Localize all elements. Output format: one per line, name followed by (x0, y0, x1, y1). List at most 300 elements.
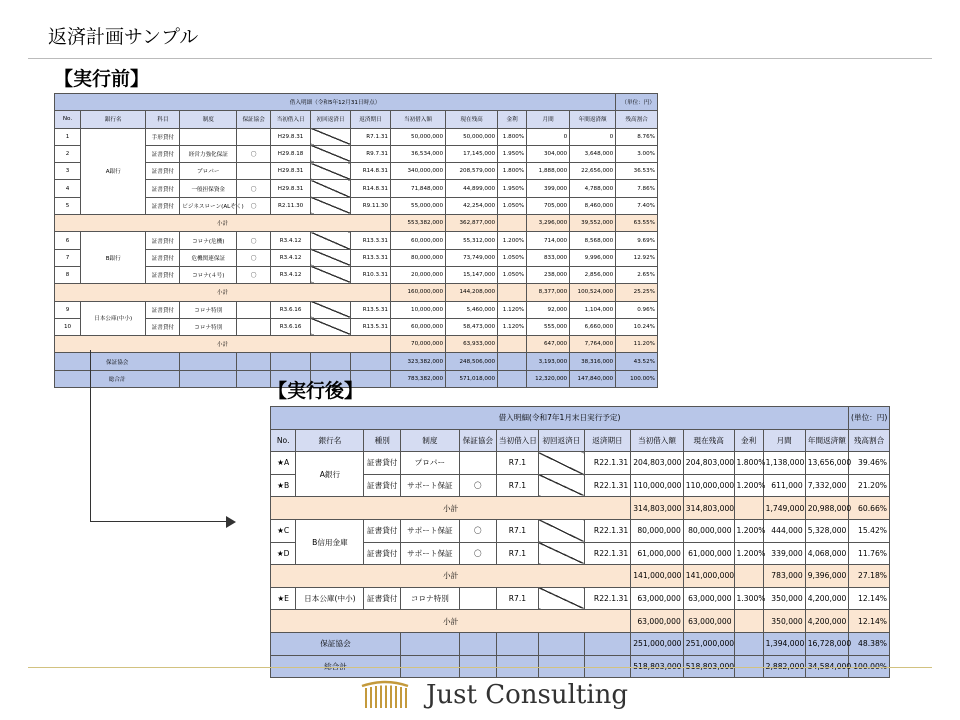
column-header: 金利 (498, 111, 527, 128)
ratio-cell: 25.25% (616, 284, 658, 301)
annual-cell: 2,856,000 (570, 266, 616, 283)
rate-cell: 1.120% (498, 318, 527, 335)
due-date-cell: R22.1.31 (584, 519, 630, 542)
program-cell: コロナ特別 (400, 587, 459, 610)
rate-cell (734, 632, 763, 655)
ratio-cell: 12.14% (849, 587, 890, 610)
rate-cell: 1.120% (498, 301, 527, 318)
row-number-cell: 2 (55, 145, 81, 162)
ratio-cell: 27.18% (849, 565, 890, 588)
monthly-cell: 611,000 (763, 474, 805, 497)
annual-cell: 1,104,000 (570, 301, 616, 318)
program-cell: 経営力強化保証 (180, 145, 237, 162)
balance-cell: 63,933,000 (446, 336, 498, 353)
annual-cell: 100,524,000 (570, 284, 616, 301)
balance-cell: 58,473,000 (446, 318, 498, 335)
monthly-cell: 339,000 (763, 542, 805, 565)
initial-date-cell: R7.1 (496, 542, 538, 565)
monthly-cell: 3,296,000 (527, 215, 570, 232)
annual-cell: 6,660,000 (570, 318, 616, 335)
bank-name-cell: B銀行 (81, 232, 146, 284)
program-cell: サポート保証 (400, 519, 459, 542)
guarantee-label: 保証協会 (271, 632, 401, 655)
loan-type-cell: 証書貸付 (364, 542, 401, 565)
ratio-cell: 11.76% (849, 542, 890, 565)
first-repayment-cell (538, 587, 584, 610)
loan-type-cell: 証書貸付 (146, 163, 180, 180)
rate-cell: 1.800% (498, 128, 527, 145)
column-header: 種別 (364, 429, 401, 452)
ratio-cell: 12.14% (849, 610, 890, 633)
row-number-cell: ★A (271, 452, 296, 475)
column-header: 初回返済日 (538, 429, 584, 452)
row-number-cell: 10 (55, 318, 81, 335)
loan-type-cell: 証書貸付 (364, 587, 401, 610)
rate-cell: 1.050% (498, 249, 527, 266)
due-date-cell: R14.8.31 (351, 163, 391, 180)
subtotal-label: 小計 (55, 215, 391, 232)
table-caption: 借入明細(令和7年1月末日実行予定) (271, 407, 849, 430)
annual-cell: 16,728,000 (805, 632, 848, 655)
guarantee-mark-cell: 〇 (459, 519, 496, 542)
balance-cell: 208,579,000 (446, 163, 498, 180)
unit-label: (単位：円) (849, 407, 890, 430)
rate-cell (498, 336, 527, 353)
due-date-cell: R13.5.31 (351, 318, 391, 335)
table-row (55, 318, 658, 335)
rate-cell: 1.200% (498, 232, 527, 249)
balance-cell: 80,000,000 (683, 519, 734, 542)
annual-cell: 0 (570, 128, 616, 145)
bank-name-cell: 日本公庫(中小) (81, 301, 146, 336)
table-title-row (271, 407, 890, 430)
ratio-cell: 10.24% (616, 318, 658, 335)
annual-cell: 4,200,000 (805, 610, 848, 633)
empty-cell (180, 370, 237, 387)
initial-amount-cell: 55,000,000 (390, 197, 445, 214)
balance-cell: 314,803,000 (683, 497, 734, 520)
table-row (55, 301, 658, 318)
program-cell: コロナ(危機) (180, 232, 237, 249)
ratio-cell: 7.40% (616, 197, 658, 214)
column-header: 金利 (734, 429, 763, 452)
monthly-cell: 1,749,000 (763, 497, 805, 520)
header-row (271, 429, 890, 452)
row-number-cell: ★B (271, 474, 296, 497)
initial-amount-cell: 60,000,000 (390, 232, 445, 249)
program-cell: コロナ特別 (180, 318, 237, 335)
guarantee-mark-cell (237, 163, 271, 180)
initial-date-cell: R7.1 (496, 587, 538, 610)
guarantee-row (55, 353, 658, 370)
monthly-cell: 3,193,000 (527, 353, 570, 370)
due-date-cell: R13.3.31 (351, 249, 391, 266)
monthly-cell: 783,000 (763, 565, 805, 588)
guarantee-mark-cell (237, 301, 271, 318)
loan-type-cell: 証書貸付 (146, 232, 180, 249)
table-row (271, 452, 890, 475)
initial-amount-cell: 553,382,000 (390, 215, 445, 232)
ratio-cell: 12.92% (616, 249, 658, 266)
table-row (55, 145, 658, 162)
arch-logo-icon (360, 680, 410, 710)
column-header: 科目 (146, 111, 180, 128)
first-repayment-cell (311, 145, 351, 162)
monthly-cell: 444,000 (763, 519, 805, 542)
monthly-cell: 1,394,000 (763, 632, 805, 655)
loan-type-cell: 証書貸付 (364, 452, 401, 475)
monthly-cell: 238,000 (527, 266, 570, 283)
due-date-cell: R13.3.31 (351, 232, 391, 249)
due-date-cell: R9.7.31 (351, 145, 391, 162)
flow-arrow-head-icon (226, 516, 236, 528)
program-cell: サポート保証 (400, 542, 459, 565)
initial-amount-cell: 63,000,000 (631, 610, 684, 633)
initial-amount-cell: 61,000,000 (631, 542, 684, 565)
first-repayment-cell (311, 266, 351, 283)
subtotal-row (271, 497, 890, 520)
monthly-cell: 833,000 (527, 249, 570, 266)
table-title-row (55, 94, 658, 111)
program-cell: 一般担保資金 (180, 180, 237, 197)
rate-cell (734, 565, 763, 588)
rate-cell: 1.300% (734, 587, 763, 610)
guarantee-mark-cell: 〇 (459, 542, 496, 565)
unit-label: （単位：円） (616, 94, 658, 111)
ratio-cell: 15.42% (849, 519, 890, 542)
due-date-cell: R13.5.31 (351, 301, 391, 318)
empty-cell (271, 353, 311, 370)
column-header: 残高割合 (616, 111, 658, 128)
loan-type-cell: 証書貸付 (364, 519, 401, 542)
monthly-cell: 304,000 (527, 145, 570, 162)
first-repayment-cell (538, 542, 584, 565)
empty-cell (237, 370, 271, 387)
rate-cell: 1.800% (734, 452, 763, 475)
balance-cell: 15,147,000 (446, 266, 498, 283)
ratio-cell: 100.00% (616, 370, 658, 387)
initial-date-cell: R7.1 (496, 452, 538, 475)
balance-cell: 50,000,000 (446, 128, 498, 145)
initial-date-cell: R3.4.12 (271, 249, 311, 266)
balance-cell: 63,000,000 (683, 610, 734, 633)
column-header: 月間 (527, 111, 570, 128)
ratio-cell: 63.55% (616, 215, 658, 232)
table-row (55, 249, 658, 266)
empty-cell (496, 632, 538, 655)
rate-cell: 1.200% (734, 474, 763, 497)
column-header: 月間 (763, 429, 805, 452)
ratio-cell: 9.69% (616, 232, 658, 249)
annual-cell: 22,656,000 (570, 163, 616, 180)
initial-date-cell: H29.8.18 (271, 145, 311, 162)
balance-cell: 204,803,000 (683, 452, 734, 475)
rate-cell: 1.200% (734, 542, 763, 565)
rate-cell: 1.800% (498, 163, 527, 180)
annual-cell: 38,316,000 (570, 353, 616, 370)
balance-cell: 55,312,000 (446, 232, 498, 249)
rate-cell (734, 610, 763, 633)
table-row (55, 266, 658, 283)
first-repayment-cell (538, 519, 584, 542)
column-header: 年間返済額 (570, 111, 616, 128)
loan-type-cell: 手形貸付 (146, 128, 180, 145)
footer-divider (28, 667, 932, 668)
guarantee-mark-cell: 〇 (459, 474, 496, 497)
ratio-cell: 8.76% (616, 128, 658, 145)
monthly-cell: 714,000 (527, 232, 570, 249)
row-number-cell: 4 (55, 180, 81, 197)
monthly-cell: 705,000 (527, 197, 570, 214)
monthly-cell: 8,377,000 (527, 284, 570, 301)
loan-type-cell: 証書貸付 (364, 474, 401, 497)
balance-cell: 362,877,000 (446, 215, 498, 232)
row-number-cell: ★C (271, 519, 296, 542)
initial-amount-cell: 50,000,000 (390, 128, 445, 145)
guarantee-row (271, 632, 890, 655)
loan-type-cell: 証書貸付 (146, 318, 180, 335)
due-date-cell: R22.1.31 (584, 474, 630, 497)
column-header: 現在残高 (683, 429, 734, 452)
subtotal-label: 小計 (55, 336, 391, 353)
balance-cell: 73,749,000 (446, 249, 498, 266)
balance-cell: 571,018,000 (446, 370, 498, 387)
column-header: 年間返済額 (805, 429, 848, 452)
initial-date-cell: R7.1 (496, 519, 538, 542)
row-number-cell: 1 (55, 128, 81, 145)
monthly-cell: 1,888,000 (527, 163, 570, 180)
due-date-cell: R22.1.31 (584, 452, 630, 475)
table-row (55, 163, 658, 180)
empty-cell (538, 632, 584, 655)
annual-cell: 8,460,000 (570, 197, 616, 214)
guarantee-mark-cell: 〇 (237, 249, 271, 266)
balance-cell: 144,208,000 (446, 284, 498, 301)
rate-cell (498, 284, 527, 301)
annual-cell: 8,568,000 (570, 232, 616, 249)
initial-amount-cell: 141,000,000 (631, 565, 684, 588)
initial-amount-cell: 340,000,000 (390, 163, 445, 180)
annual-cell: 4,788,000 (570, 180, 616, 197)
guarantee-label: 保証協会 (55, 353, 180, 370)
title-divider (28, 58, 932, 59)
initial-amount-cell: 110,000,000 (631, 474, 684, 497)
column-header: 当初借入日 (496, 429, 538, 452)
ratio-cell: 11.20% (616, 336, 658, 353)
annual-cell: 13,656,000 (805, 452, 848, 475)
column-header: 保証協会 (237, 111, 271, 128)
table-row (55, 197, 658, 214)
annual-cell: 4,200,000 (805, 587, 848, 610)
due-date-cell: R10.3.31 (351, 266, 391, 283)
column-header: 返済期日 (351, 111, 391, 128)
initial-date-cell: R3.6.16 (271, 301, 311, 318)
balance-cell: 42,254,000 (446, 197, 498, 214)
subtotal-label: 小計 (55, 284, 391, 301)
initial-date-cell: R2.11.30 (271, 197, 311, 214)
row-number-cell: 5 (55, 197, 81, 214)
ratio-cell: 0.96% (616, 301, 658, 318)
row-number-cell: 6 (55, 232, 81, 249)
subtotal-label: 小計 (271, 565, 631, 588)
table-row (271, 587, 890, 610)
ratio-cell: 7.86% (616, 180, 658, 197)
empty-cell (180, 353, 237, 370)
company-name: Just Consulting (426, 680, 629, 710)
header-row (55, 111, 658, 128)
first-repayment-cell (538, 474, 584, 497)
guarantee-mark-cell: 〇 (237, 180, 271, 197)
rate-cell (498, 370, 527, 387)
program-cell: ビジネスローン(ALぞく) (180, 197, 237, 214)
table-row (55, 128, 658, 145)
balance-cell: 141,000,000 (683, 565, 734, 588)
subtotal-row (271, 610, 890, 633)
rate-cell: 1.950% (498, 145, 527, 162)
initial-amount-cell: 80,000,000 (631, 519, 684, 542)
subtotal-row (271, 565, 890, 588)
guarantee-mark-cell (237, 318, 271, 335)
column-header: 残高割合 (849, 429, 890, 452)
balance-cell: 17,145,000 (446, 145, 498, 162)
row-number-cell: ★D (271, 542, 296, 565)
row-number-cell: 9 (55, 301, 81, 318)
subtotal-label: 小計 (271, 610, 631, 633)
first-repayment-cell (311, 232, 351, 249)
column-header: 当初借入額 (390, 111, 445, 128)
first-repayment-cell (311, 197, 351, 214)
column-header: 初回返済日 (311, 111, 351, 128)
guarantee-mark-cell (459, 452, 496, 475)
initial-amount-cell: 36,534,000 (390, 145, 445, 162)
annual-cell: 147,840,000 (570, 370, 616, 387)
initial-amount-cell: 63,000,000 (631, 587, 684, 610)
annual-cell: 7,332,000 (805, 474, 848, 497)
initial-amount-cell: 70,000,000 (390, 336, 445, 353)
bank-name-cell: 日本公庫(中小) (296, 587, 364, 610)
bank-name-cell: B信用金庫 (296, 519, 364, 564)
initial-date-cell: H29.8.31 (271, 128, 311, 145)
first-repayment-cell (311, 180, 351, 197)
rate-cell: 1.050% (498, 266, 527, 283)
monthly-cell: 0 (527, 128, 570, 145)
loan-type-cell: 証書貸付 (146, 249, 180, 266)
empty-cell (237, 353, 271, 370)
due-date-cell: R22.1.31 (584, 587, 630, 610)
first-repayment-cell (538, 452, 584, 475)
total-label: 総合計 (55, 370, 180, 387)
column-header: No. (271, 429, 296, 452)
initial-date-cell: R3.6.16 (271, 318, 311, 335)
ratio-cell: 48.38% (849, 632, 890, 655)
program-cell: 危機関連保証 (180, 249, 237, 266)
table-row (271, 519, 890, 542)
rate-cell: 1.200% (734, 519, 763, 542)
initial-date-cell: R7.1 (496, 474, 538, 497)
balance-cell: 110,000,000 (683, 474, 734, 497)
initial-amount-cell: 323,382,000 (390, 353, 445, 370)
column-header: 保証協会 (459, 429, 496, 452)
initial-amount-cell: 60,000,000 (390, 318, 445, 335)
program-cell: プロパー (400, 452, 459, 475)
ratio-cell: 39.46% (849, 452, 890, 475)
column-header: 現在残高 (446, 111, 498, 128)
column-header: 制度 (400, 429, 459, 452)
monthly-cell: 647,000 (527, 336, 570, 353)
annual-cell: 9,996,000 (570, 249, 616, 266)
due-date-cell: R22.1.31 (584, 542, 630, 565)
initial-amount-cell: 783,382,000 (390, 370, 445, 387)
table-caption: 借入明細（令和5年12月31日時点） (55, 94, 616, 111)
annual-cell: 5,328,000 (805, 519, 848, 542)
subtotal-row (55, 336, 658, 353)
initial-date-cell: H29.8.31 (271, 163, 311, 180)
ratio-cell: 2.65% (616, 266, 658, 283)
row-number-cell: ★E (271, 587, 296, 610)
initial-date-cell: R3.4.12 (271, 232, 311, 249)
initial-date-cell: R3.4.12 (271, 266, 311, 283)
initial-amount-cell: 160,000,000 (390, 284, 445, 301)
balance-cell: 63,000,000 (683, 587, 734, 610)
column-header: No. (55, 111, 81, 128)
guarantee-mark-cell: 〇 (237, 232, 271, 249)
row-number-cell: 3 (55, 163, 81, 180)
flow-arrow-line (90, 521, 228, 522)
ratio-cell: 3.00% (616, 145, 658, 162)
rate-cell: 1.050% (498, 197, 527, 214)
table-row (55, 180, 658, 197)
column-header: 銀行名 (296, 429, 364, 452)
before-loan-table (54, 93, 658, 388)
column-header: 制度 (180, 111, 237, 128)
initial-amount-cell: 204,803,000 (631, 452, 684, 475)
column-header: 返済期日 (584, 429, 630, 452)
balance-cell: 61,000,000 (683, 542, 734, 565)
initial-amount-cell: 20,000,000 (390, 266, 445, 283)
first-repayment-cell (311, 301, 351, 318)
balance-cell: 5,460,000 (446, 301, 498, 318)
balance-cell: 44,899,000 (446, 180, 498, 197)
table-row (271, 542, 890, 565)
annual-cell: 4,068,000 (805, 542, 848, 565)
subtotal-row (55, 284, 658, 301)
annual-cell: 20,988,000 (805, 497, 848, 520)
initial-amount-cell: 10,000,000 (390, 301, 445, 318)
after-section-label: 【実行後】 (268, 380, 364, 402)
page-title: 返済計画サンプル (48, 26, 199, 48)
table-row (55, 232, 658, 249)
loan-type-cell: 証書貸付 (146, 180, 180, 197)
before-section-label: 【実行前】 (54, 68, 150, 90)
flow-arrow-line (90, 350, 91, 522)
loan-type-cell: 証書貸付 (146, 301, 180, 318)
loan-type-cell: 証書貸付 (146, 266, 180, 283)
annual-cell: 3,648,000 (570, 145, 616, 162)
subtotal-label: 小計 (271, 497, 631, 520)
monthly-cell: 350,000 (763, 610, 805, 633)
empty-cell (459, 632, 496, 655)
empty-cell (400, 632, 459, 655)
row-number-cell: 8 (55, 266, 81, 283)
first-repayment-cell (311, 163, 351, 180)
balance-cell: 251,000,000 (683, 632, 734, 655)
initial-date-cell: H29.8.31 (271, 180, 311, 197)
company-logo (360, 678, 628, 712)
annual-cell: 9,396,000 (805, 565, 848, 588)
annual-cell: 39,552,000 (570, 215, 616, 232)
after-loan-table (270, 406, 890, 678)
guarantee-mark-cell: 〇 (237, 197, 271, 214)
